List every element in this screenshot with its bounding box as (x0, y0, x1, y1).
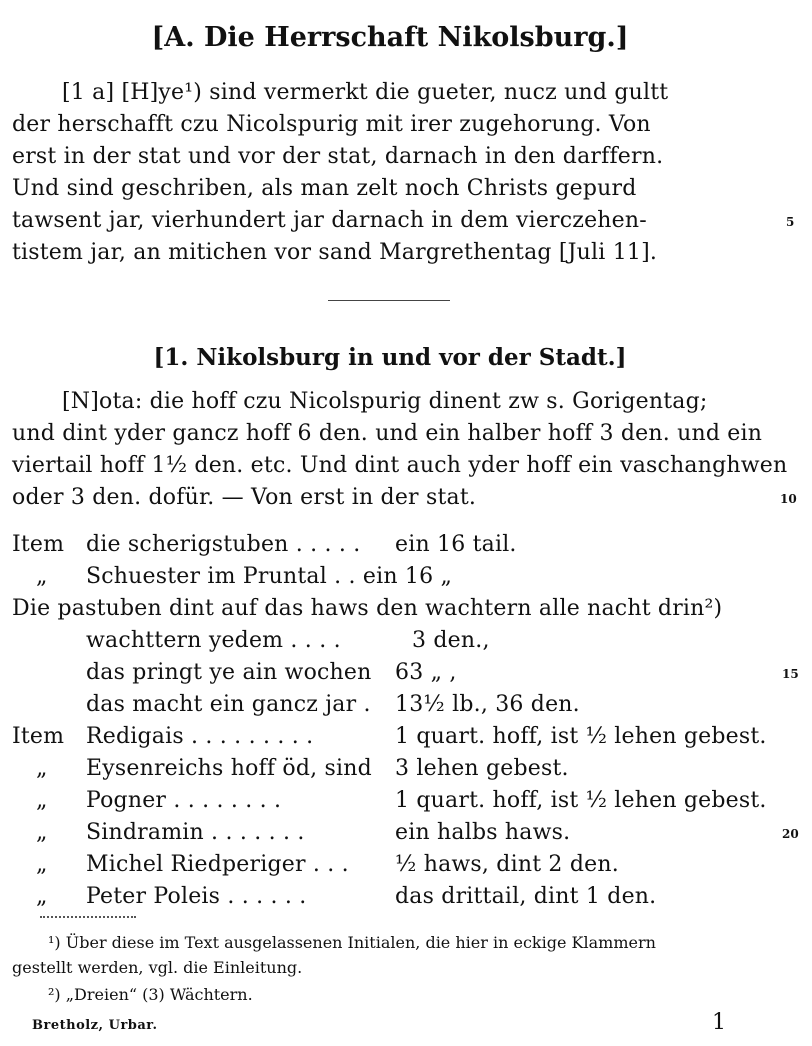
page-heading: [A. Die Herrschaft Nikolsburg.] (151, 22, 629, 53)
line-number-5: 5 (786, 215, 795, 229)
section-divider (328, 300, 450, 301)
entry-prefix: Item (12, 724, 65, 749)
nota-line-3: viertail hoff 1½ den. etc. Und dint auch yder hoff ein vaschanghwen (12, 453, 788, 478)
line-number-15: 15 (782, 667, 799, 681)
entry-name: Peter Poleis . . . . . . (86, 884, 307, 909)
entry-value: 3 den., (412, 628, 490, 653)
entry-prefix: „ (36, 852, 48, 877)
section-subheading: [1. Nikolsburg in und vor der Stadt.] (153, 344, 627, 371)
entry-name: Pogner . . . . . . . . (86, 788, 282, 813)
entry-value: 13½ lb., 36 den. (395, 692, 580, 717)
entry-name: Michel Riedperiger . . . (86, 852, 349, 877)
entry-name: wachttern yedem . . . . (86, 628, 341, 653)
entry-value: ein 16 tail. (395, 532, 517, 557)
entry-name: Sindramin . . . . . . . (86, 820, 305, 845)
entry-name: das macht ein gancz jar . (86, 692, 371, 717)
entry-value: 63 „ , (395, 660, 457, 685)
entry-value: 1 quart. hoff, ist ½ lehen gebest. (395, 724, 767, 749)
line-number-20: 20 (782, 827, 799, 841)
entry-prefix: „ (36, 756, 48, 781)
intro-line-4: Und sind geschriben, als man zelt noch Christs gepurd (12, 176, 637, 201)
nota-line-1: [N]ota: die hoff czu Nicolspurig dinent zw s. Gorigentag; (62, 389, 708, 414)
entry-value: das drittail, dint 1 den. (395, 884, 657, 909)
entry-value: ein halbs haws. (395, 820, 571, 845)
entry-prefix: „ (36, 820, 48, 845)
footnote-1-line-1: ¹) Über diese im Text ausgelassenen Initialen, die hier in eckige Klammern (48, 933, 656, 952)
entry-value: 1 quart. hoff, ist ½ lehen gebest. (395, 788, 767, 813)
footnote-1-line-2: gestellt werden, vgl. die Einleitung. (12, 958, 303, 977)
entry-name: Schuester im Pruntal . . ein 16 „ (86, 564, 453, 589)
intro-line-2: der herschafft czu Nicolspurig mit irer zugehorung. Von (12, 112, 651, 137)
entry-name: die scherigstuben . . . . . (86, 532, 361, 557)
entry-name: Eysenreichs hoff öd, sind (86, 756, 372, 781)
footnote-divider (40, 916, 136, 918)
entry-prefix: „ (36, 788, 48, 813)
entry-prefix: „ (36, 884, 48, 909)
intro-line-3: erst in der stat und vor der stat, darnach in den darffern. (12, 144, 664, 169)
entry-name: Die pastuben dint auf das haws den wachtern alle nacht drin²) (12, 596, 723, 621)
entry-value: ½ haws, dint 2 den. (395, 852, 619, 877)
nota-line-2: und dint yder gancz hoff 6 den. und ein halber hoff 3 den. und ein (12, 421, 763, 446)
entry-name: das pringt ye ain wochen (86, 660, 372, 685)
entry-prefix: „ (36, 564, 48, 589)
page-number: 1 (712, 1010, 727, 1035)
entry-value: 3 lehen gebest. (395, 756, 569, 781)
line-number-10: 10 (780, 492, 797, 506)
intro-line-1: [1 a] [H]ye¹) sind vermerkt die gueter, nucz und gultt (62, 80, 669, 105)
footnote-2: ²) „Dreien“ (3) Wächtern. (48, 985, 253, 1004)
intro-line-5: tawsent jar, vierhundert jar darnach in dem vierczehen- (12, 208, 647, 233)
nota-line-4: oder 3 den. dofür. — Von erst in der stat. (12, 485, 477, 510)
entry-prefix: Item (12, 532, 65, 557)
signature-line: Bretholz, Urbar. (32, 1018, 158, 1033)
intro-line-6: tistem jar, an mitichen vor sand Margrethentag [Juli 11]. (12, 240, 658, 265)
entry-name: Redigais . . . . . . . . . (86, 724, 314, 749)
